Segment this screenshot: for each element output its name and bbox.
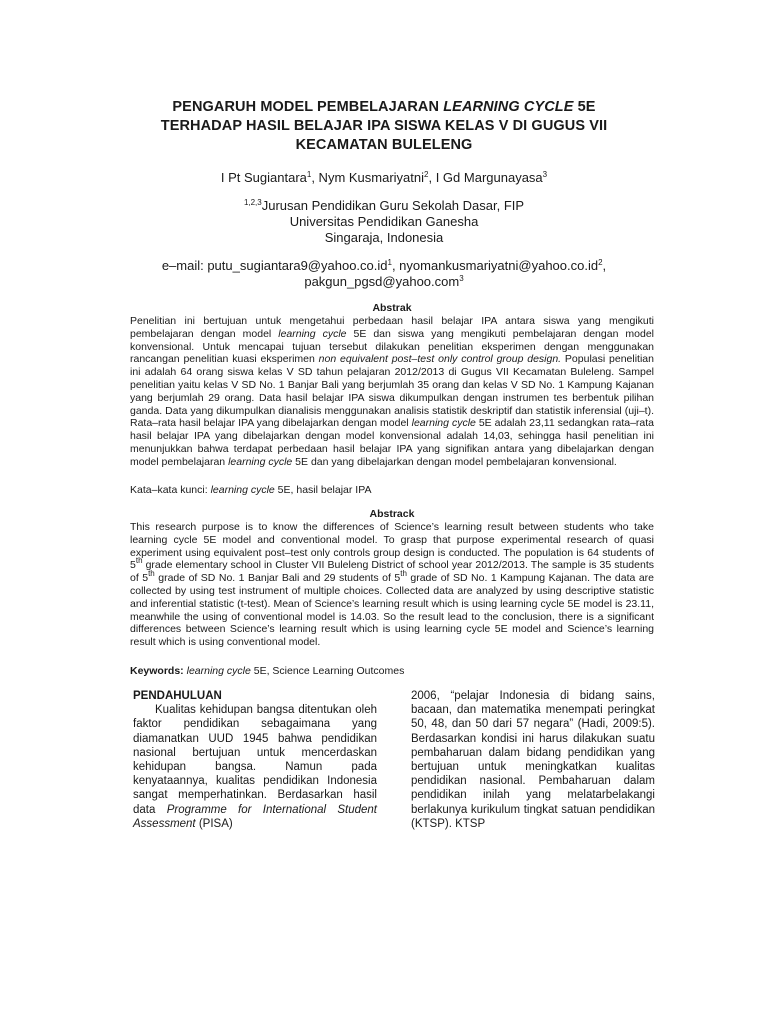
abstrack-body: This research purpose is to know the differences of Science’s learning result between students who take learning cycle 5E model and conventional model. To grasp that purpose experimental research of quasi experiment using equivalent post–test only controls group design is conducted. The population is 64 students of 5th grade elementary school in Cluster VII Buleleng District of school year 2012/2013. The sample is 35 students of 5th grade of SD No. 1 Banjar Bali and 29 students of 5th grade of SD No. 1 Kampung Kajanan. The data are collected by using test instrument of multiple choices. Collected data are analyzed by using descriptive statistic and inferential statistic (t-test). Mean of Science’s learning result which is using learning cycle 5E model is 23.11, meanwhile the using of conventional model is 14.03. So the result lead to the conclusion, there is a significant differences between Science’s learning result which is using learning cycle 5E model and Science’s learning result which is using conventional model. <box>130 521 654 649</box>
pendahuluan-heading: PENDAHULUAN <box>133 690 222 702</box>
keywords: Keywords: learning cycle 5E, Science Learning Outcomes <box>130 665 405 677</box>
affiliation: $^{1,2,3}$Jurusan Pendidikan Guru Sekolah Dasar, FIP Universitas Pendidikan Ganesha Singaraja, Indonesia <box>243 198 525 245</box>
title-line-1: PENGARUH MODEL PEMBELAJARAN LEARNING CYCLE 5E <box>172 99 596 115</box>
author-list: I Pt Sugiantara$^1$, Nym Kusmariyatni$^2$, I Gd Margunayasa$^3$ <box>220 170 548 185</box>
abstrak-heading: Abstrak <box>372 302 412 314</box>
kata-kunci: Kata–kata kunci: learning cycle 5E, hasil belajar IPA <box>130 484 372 496</box>
intro-right-column: 2006, “pelajar Indonesia di bidang sains, bacaan, dan matematika menempati peringkat 50, 48, dan 50 dari 57 negara” (Hadi, 2009:5). Berdasarkan kondisi ini harus dilakukan suatu pembaharuan dalam bidang pendidikan yang bertujuan untuk meningkatkan kualitas pendidikan nasional. Pembaharuan dalam pendidikan inilah yang melatarbelakangi berlakunya kurikulum tingkat satuan pendidikan (KTSP). KTSP <box>411 690 655 830</box>
paper-title <box>100 98 668 155</box>
intro-left-column: PENDAHULUAN Kualitas kehidupan bangsa ditentukan oleh faktor pendidikan sebagaimana yang diamanatkan UUD 1945 bahwa pendidikan nasional bertujuan untuk mencerdaskan kehidupan bangsa. Namun pada kenyataannya, kualitas pendidikan Indonesia sangat memperhatinkan. Berdasarkan hasil data Programme for International Student Assessment (PISA) <box>133 690 377 830</box>
title-line-3: KECAMATAN BULELENG <box>295 137 473 153</box>
abstrak-body: Penelitian ini bertujuan untuk mengetahui perbedaan hasil belajar IPA antara siswa yang mengikuti pembelajaran dengan model learning cycle 5E dan siswa yang mengikuti pembelajaran dengan model konvensional. Untuk mencapai tujuan tersebut dilakukan penelitian eksperimen dengan menggunakan rancangan penelitian kuasi eksperimen non equivalent post–test only control group design. Populasi penelitian ini adalah 64 orang siswa kelas V SD tahun pelajaran 2012/2013 di Gugus VII Kecamatan Buleleng. Sampel penelitian yaitu kelas V SD No. 1 Banjar Bali yang berjumlah 35 orang dan kelas V SD No. 1 Kampung Kajanan yang berjumlah 29 orang. Data hasil belajar IPA siswa dikumpulkan dengan instrumen tes berbentuk pilihan ganda. Data yang dikumpulkan dianalisis menggunakan analisis statistik deskriptif dan statistik inferensial (uji–t). Rata–rata hasil belajar IPA yang dibelajarkan dengan model learning cycle 5E adalah 23,11 sedangkan rata–rata hasil belajar IPA yang dibelajarkan dengan model konvensional adalah 14,03, sehingga hasil penelitian ini menunjukkan bahwa terdapat perbedaan hasil belajar IPA yang signifikan antara yang dibelajarkan dengan model pembelajaran learning cycle 5E dan yang dibelajarkan dengan model pembelajaran konvensional. <box>130 315 655 468</box>
author-emails: e–mail: $putu\_sugiantara9@yahoo.co.id^1$, $nyomankusmariyatni@yahoo.co.id^2$, pakgun_pgsd@yahoo.com$^3$ <box>161 258 607 289</box>
abstrack-heading: Abstrack <box>369 508 415 520</box>
title-line-2: TERHADAP HASIL BELAJAR IPA SISWA KELAS V DI GUGUS VII <box>160 118 608 134</box>
